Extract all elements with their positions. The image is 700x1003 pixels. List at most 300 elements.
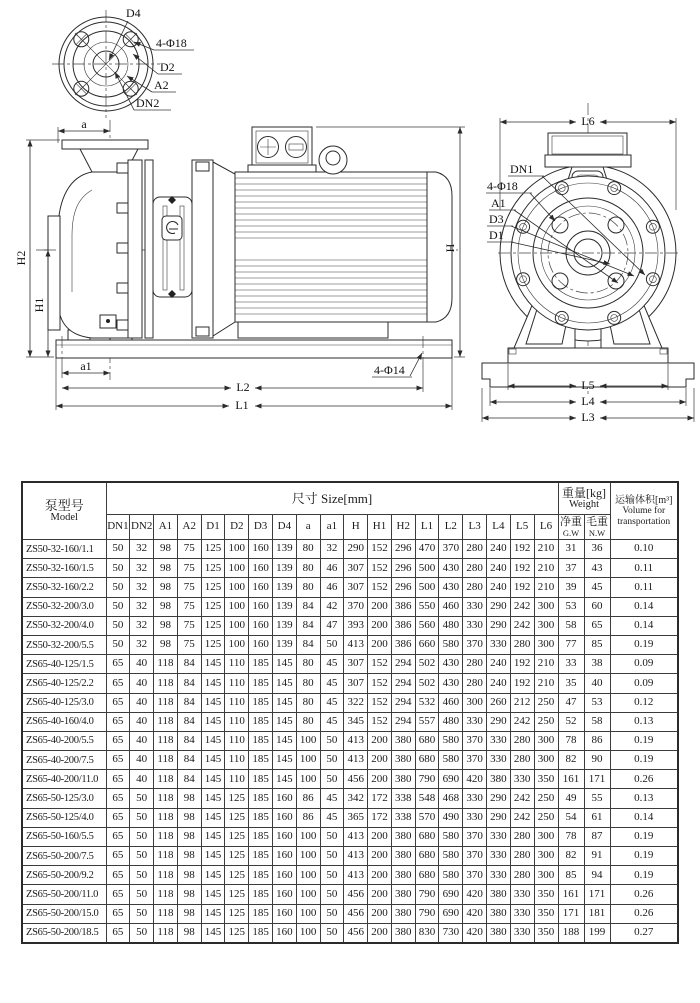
value-cell: 380 bbox=[391, 847, 415, 866]
table-row bbox=[22, 923, 678, 943]
value-cell: 125 bbox=[225, 808, 249, 827]
value-cell: 100 bbox=[225, 635, 249, 654]
value-cell: 75 bbox=[177, 559, 201, 578]
value-cell: 580 bbox=[439, 731, 463, 750]
value-cell: 125 bbox=[225, 904, 249, 923]
dim-label-d4: D4 bbox=[126, 6, 141, 20]
value-cell: 680 bbox=[415, 827, 439, 846]
value-cell: 125 bbox=[201, 578, 225, 597]
value-cell: 290 bbox=[344, 540, 368, 559]
model-cell: ZS65-40-200/5.5 bbox=[22, 731, 106, 750]
value-cell: 460 bbox=[439, 693, 463, 712]
value-cell: 118 bbox=[154, 923, 178, 943]
model-cell: ZS65-50-200/9.2 bbox=[22, 866, 106, 885]
column-header-h2: H2 bbox=[391, 515, 415, 540]
value-cell: 330 bbox=[487, 751, 511, 770]
value-cell: 110 bbox=[225, 770, 249, 789]
value-cell: 160 bbox=[249, 540, 273, 559]
value-cell: 37 bbox=[558, 559, 584, 578]
value-cell: 0.11 bbox=[610, 578, 678, 597]
value-cell: 380 bbox=[487, 770, 511, 789]
value-cell: 50 bbox=[130, 923, 154, 943]
bearing-bracket bbox=[153, 197, 192, 297]
value-cell: 240 bbox=[487, 655, 511, 674]
value-cell: 65 bbox=[584, 616, 610, 635]
value-cell: 294 bbox=[391, 693, 415, 712]
value-cell: 185 bbox=[249, 655, 273, 674]
value-cell: 345 bbox=[344, 712, 368, 731]
value-cell: 192 bbox=[510, 540, 534, 559]
value-cell: 98 bbox=[177, 866, 201, 885]
value-cell: 350 bbox=[534, 885, 558, 904]
column-header-volume: 运输体积[m³] Volume for transportation bbox=[610, 482, 678, 540]
value-cell: 139 bbox=[272, 578, 296, 597]
value-cell: 380 bbox=[391, 751, 415, 770]
value-cell: 240 bbox=[487, 674, 511, 693]
value-cell: 430 bbox=[439, 559, 463, 578]
value-cell: 550 bbox=[415, 597, 439, 616]
table-row bbox=[22, 655, 678, 674]
value-cell: 145 bbox=[201, 808, 225, 827]
value-cell: 145 bbox=[272, 751, 296, 770]
value-cell: 330 bbox=[463, 616, 487, 635]
model-cell: ZS65-50-200/7.5 bbox=[22, 847, 106, 866]
value-cell: 380 bbox=[391, 866, 415, 885]
column-header-h1: H1 bbox=[368, 515, 392, 540]
value-cell: 84 bbox=[177, 655, 201, 674]
value-cell: 32 bbox=[130, 635, 154, 654]
value-cell: 680 bbox=[415, 731, 439, 750]
value-cell: 50 bbox=[320, 866, 344, 885]
value-cell: 50 bbox=[320, 923, 344, 943]
value-cell: 330 bbox=[510, 904, 534, 923]
side-view-drawing bbox=[14, 117, 465, 412]
value-cell: 45 bbox=[320, 712, 344, 731]
column-header-a1: a1 bbox=[320, 515, 344, 540]
value-cell: 45 bbox=[320, 808, 344, 827]
value-cell: 280 bbox=[510, 847, 534, 866]
value-cell: 690 bbox=[439, 904, 463, 923]
value-cell: 330 bbox=[487, 827, 511, 846]
value-cell: 100 bbox=[225, 578, 249, 597]
value-cell: 580 bbox=[439, 635, 463, 654]
value-cell: 242 bbox=[510, 616, 534, 635]
value-cell: 456 bbox=[344, 885, 368, 904]
dim-label-dn2: DN2 bbox=[136, 96, 160, 110]
value-cell: 85 bbox=[558, 866, 584, 885]
value-cell: 145 bbox=[201, 712, 225, 731]
value-cell: 139 bbox=[272, 616, 296, 635]
value-cell: 145 bbox=[201, 904, 225, 923]
value-cell: 82 bbox=[558, 847, 584, 866]
table-row bbox=[22, 616, 678, 635]
value-cell: 125 bbox=[225, 923, 249, 943]
value-cell: 290 bbox=[487, 616, 511, 635]
value-cell: 460 bbox=[439, 597, 463, 616]
value-cell: 307 bbox=[344, 578, 368, 597]
value-cell: 98 bbox=[154, 635, 178, 654]
column-header-d2: D2 bbox=[225, 515, 249, 540]
value-cell: 100 bbox=[296, 923, 320, 943]
value-cell: 145 bbox=[201, 923, 225, 943]
value-cell: 118 bbox=[154, 731, 178, 750]
table-row bbox=[22, 731, 678, 750]
dim-label-h: H bbox=[443, 243, 457, 253]
value-cell: 47 bbox=[320, 616, 344, 635]
value-cell: 200 bbox=[368, 904, 392, 923]
model-cell: ZS50-32-200/5.5 bbox=[22, 635, 106, 654]
value-cell: 60 bbox=[584, 597, 610, 616]
table-row bbox=[22, 597, 678, 616]
value-cell: 65 bbox=[106, 808, 130, 827]
value-cell: 49 bbox=[558, 789, 584, 808]
value-cell: 40 bbox=[130, 655, 154, 674]
value-cell: 65 bbox=[106, 827, 130, 846]
value-cell: 98 bbox=[154, 578, 178, 597]
value-cell: 84 bbox=[177, 751, 201, 770]
value-cell: 65 bbox=[106, 731, 130, 750]
value-cell: 322 bbox=[344, 693, 368, 712]
value-cell: 171 bbox=[584, 770, 610, 789]
value-cell: 0.14 bbox=[610, 616, 678, 635]
value-cell: 145 bbox=[201, 731, 225, 750]
value-cell: 199 bbox=[584, 923, 610, 943]
value-cell: 300 bbox=[534, 751, 558, 770]
value-cell: 40 bbox=[584, 674, 610, 693]
value-cell: 53 bbox=[558, 597, 584, 616]
table-row bbox=[22, 808, 678, 827]
value-cell: 370 bbox=[463, 751, 487, 770]
value-cell: 210 bbox=[534, 540, 558, 559]
value-cell: 370 bbox=[439, 540, 463, 559]
value-cell: 185 bbox=[249, 789, 273, 808]
value-cell: 690 bbox=[439, 770, 463, 789]
value-cell: 42 bbox=[320, 597, 344, 616]
value-cell: 125 bbox=[225, 866, 249, 885]
value-cell: 40 bbox=[130, 731, 154, 750]
value-cell: 790 bbox=[415, 770, 439, 789]
value-cell: 430 bbox=[439, 674, 463, 693]
column-header-dn1: DN1 bbox=[106, 515, 130, 540]
value-cell: 160 bbox=[272, 885, 296, 904]
dim-label-flange-holes: 4-Φ18 bbox=[156, 36, 187, 50]
value-cell: 125 bbox=[225, 789, 249, 808]
value-cell: 50 bbox=[320, 827, 344, 846]
table-row bbox=[22, 540, 678, 559]
value-cell: 171 bbox=[584, 885, 610, 904]
value-cell: 85 bbox=[584, 635, 610, 654]
flange-view-drawing bbox=[52, 6, 194, 118]
value-cell: 50 bbox=[320, 885, 344, 904]
value-cell: 80 bbox=[296, 540, 320, 559]
value-cell: 420 bbox=[463, 770, 487, 789]
value-cell: 280 bbox=[510, 635, 534, 654]
value-cell: 500 bbox=[415, 578, 439, 597]
value-cell: 118 bbox=[154, 827, 178, 846]
technical-drawings bbox=[0, 0, 700, 470]
value-cell: 240 bbox=[487, 540, 511, 559]
value-cell: 468 bbox=[439, 789, 463, 808]
pedestal bbox=[508, 348, 668, 363]
value-cell: 65 bbox=[106, 751, 130, 770]
value-cell: 100 bbox=[296, 770, 320, 789]
value-cell: 386 bbox=[391, 616, 415, 635]
value-cell: 185 bbox=[249, 712, 273, 731]
value-cell: 98 bbox=[177, 808, 201, 827]
value-cell: 80 bbox=[296, 578, 320, 597]
value-cell: 100 bbox=[296, 731, 320, 750]
value-cell: 296 bbox=[391, 540, 415, 559]
value-cell: 160 bbox=[272, 904, 296, 923]
value-cell: 580 bbox=[439, 847, 463, 866]
value-cell: 0.19 bbox=[610, 635, 678, 654]
value-cell: 65 bbox=[106, 770, 130, 789]
value-cell: 160 bbox=[249, 559, 273, 578]
value-cell: 50 bbox=[130, 885, 154, 904]
value-cell: 330 bbox=[510, 885, 534, 904]
value-cell: 456 bbox=[344, 923, 368, 943]
value-cell: 50 bbox=[130, 789, 154, 808]
value-cell: 200 bbox=[368, 597, 392, 616]
value-cell: 40 bbox=[130, 693, 154, 712]
value-cell: 380 bbox=[391, 770, 415, 789]
value-cell: 40 bbox=[130, 751, 154, 770]
value-cell: 53 bbox=[584, 693, 610, 712]
value-cell: 300 bbox=[534, 731, 558, 750]
value-cell: 118 bbox=[154, 866, 178, 885]
column-header-a: a bbox=[296, 515, 320, 540]
value-cell: 185 bbox=[249, 827, 273, 846]
value-cell: 280 bbox=[510, 751, 534, 770]
value-cell: 125 bbox=[225, 847, 249, 866]
value-cell: 50 bbox=[130, 808, 154, 827]
value-cell: 110 bbox=[225, 655, 249, 674]
value-cell: 125 bbox=[201, 635, 225, 654]
value-cell: 118 bbox=[154, 885, 178, 904]
value-cell: 98 bbox=[177, 904, 201, 923]
value-cell: 294 bbox=[391, 674, 415, 693]
value-cell: 75 bbox=[177, 540, 201, 559]
value-cell: 200 bbox=[368, 827, 392, 846]
value-cell: 125 bbox=[225, 885, 249, 904]
model-cell: ZS50-32-200/4.0 bbox=[22, 616, 106, 635]
value-cell: 46 bbox=[320, 578, 344, 597]
value-cell: 830 bbox=[415, 923, 439, 943]
table-row bbox=[22, 827, 678, 846]
value-cell: 280 bbox=[463, 674, 487, 693]
value-cell: 98 bbox=[177, 885, 201, 904]
value-cell: 152 bbox=[368, 655, 392, 674]
value-cell: 78 bbox=[558, 827, 584, 846]
value-cell: 160 bbox=[272, 827, 296, 846]
value-cell: 50 bbox=[130, 827, 154, 846]
value-cell: 185 bbox=[249, 808, 273, 827]
value-cell: 0.14 bbox=[610, 597, 678, 616]
value-cell: 502 bbox=[415, 655, 439, 674]
model-cell: ZS50-32-160/2.2 bbox=[22, 578, 106, 597]
value-cell: 80 bbox=[296, 559, 320, 578]
value-cell: 790 bbox=[415, 885, 439, 904]
value-cell: 294 bbox=[391, 655, 415, 674]
value-cell: 730 bbox=[439, 923, 463, 943]
value-cell: 188 bbox=[558, 923, 584, 943]
model-cell: ZS65-40-200/11.0 bbox=[22, 770, 106, 789]
value-cell: 185 bbox=[249, 885, 273, 904]
column-header-dn2: DN2 bbox=[130, 515, 154, 540]
value-cell: 0.11 bbox=[610, 559, 678, 578]
value-cell: 139 bbox=[272, 635, 296, 654]
value-cell: 32 bbox=[130, 616, 154, 635]
value-cell: 50 bbox=[106, 559, 130, 578]
value-cell: 172 bbox=[368, 789, 392, 808]
value-cell: 370 bbox=[463, 866, 487, 885]
value-cell: 185 bbox=[249, 847, 273, 866]
value-cell: 330 bbox=[487, 635, 511, 654]
value-cell: 660 bbox=[415, 635, 439, 654]
value-cell: 32 bbox=[130, 578, 154, 597]
value-cell: 570 bbox=[415, 808, 439, 827]
value-cell: 91 bbox=[584, 847, 610, 866]
value-cell: 200 bbox=[368, 616, 392, 635]
value-cell: 84 bbox=[296, 616, 320, 635]
value-cell: 125 bbox=[225, 827, 249, 846]
value-cell: 200 bbox=[368, 770, 392, 789]
value-cell: 260 bbox=[487, 693, 511, 712]
value-cell: 330 bbox=[487, 847, 511, 866]
value-cell: 330 bbox=[463, 808, 487, 827]
value-cell: 145 bbox=[201, 789, 225, 808]
value-cell: 290 bbox=[487, 597, 511, 616]
value-cell: 0.12 bbox=[610, 693, 678, 712]
value-cell: 560 bbox=[415, 616, 439, 635]
value-cell: 185 bbox=[249, 731, 273, 750]
value-cell: 50 bbox=[320, 770, 344, 789]
base-plate bbox=[56, 340, 452, 358]
value-cell: 490 bbox=[439, 808, 463, 827]
value-cell: 100 bbox=[296, 751, 320, 770]
value-cell: 413 bbox=[344, 635, 368, 654]
dim-label-d1: D1 bbox=[489, 228, 504, 242]
column-header-model: 泵型号 Model bbox=[22, 482, 106, 540]
value-cell: 300 bbox=[534, 866, 558, 885]
value-cell: 145 bbox=[201, 885, 225, 904]
value-cell: 160 bbox=[249, 635, 273, 654]
value-cell: 84 bbox=[177, 770, 201, 789]
value-cell: 139 bbox=[272, 559, 296, 578]
value-cell: 145 bbox=[201, 674, 225, 693]
value-cell: 790 bbox=[415, 904, 439, 923]
value-cell: 0.19 bbox=[610, 866, 678, 885]
value-cell: 0.09 bbox=[610, 674, 678, 693]
value-cell: 330 bbox=[463, 789, 487, 808]
value-cell: 242 bbox=[510, 789, 534, 808]
value-cell: 500 bbox=[415, 559, 439, 578]
value-cell: 86 bbox=[296, 789, 320, 808]
value-cell: 240 bbox=[487, 578, 511, 597]
value-cell: 35 bbox=[558, 674, 584, 693]
value-cell: 145 bbox=[272, 693, 296, 712]
model-cell: ZS65-40-125/1.5 bbox=[22, 655, 106, 674]
value-cell: 110 bbox=[225, 674, 249, 693]
value-cell: 87 bbox=[584, 827, 610, 846]
value-cell: 78 bbox=[558, 731, 584, 750]
model-cell: ZS65-50-125/4.0 bbox=[22, 808, 106, 827]
value-cell: 84 bbox=[296, 597, 320, 616]
value-cell: 84 bbox=[177, 712, 201, 731]
value-cell: 456 bbox=[344, 770, 368, 789]
value-cell: 456 bbox=[344, 904, 368, 923]
value-cell: 290 bbox=[487, 712, 511, 731]
value-cell: 65 bbox=[106, 655, 130, 674]
column-header-l2: L2 bbox=[439, 515, 463, 540]
value-cell: 86 bbox=[296, 808, 320, 827]
value-cell: 548 bbox=[415, 789, 439, 808]
column-header-size: 尺寸 Size[mm] bbox=[106, 482, 558, 515]
value-cell: 160 bbox=[272, 808, 296, 827]
value-cell: 152 bbox=[368, 712, 392, 731]
dim-label-a: a bbox=[81, 117, 87, 131]
column-header-gw: 净重 G.W bbox=[560, 515, 582, 538]
value-cell: 46 bbox=[320, 559, 344, 578]
value-cell: 75 bbox=[177, 616, 201, 635]
table-row bbox=[22, 712, 678, 731]
dim-label-l4: L4 bbox=[581, 394, 595, 408]
value-cell: 192 bbox=[510, 578, 534, 597]
value-cell: 307 bbox=[344, 655, 368, 674]
value-cell: 330 bbox=[510, 923, 534, 943]
table-row bbox=[22, 904, 678, 923]
value-cell: 84 bbox=[177, 693, 201, 712]
value-cell: 100 bbox=[225, 540, 249, 559]
dim-label-l5: L5 bbox=[581, 378, 595, 392]
value-cell: 380 bbox=[391, 731, 415, 750]
value-cell: 338 bbox=[391, 789, 415, 808]
value-cell: 338 bbox=[391, 808, 415, 827]
value-cell: 185 bbox=[249, 866, 273, 885]
value-cell: 280 bbox=[463, 559, 487, 578]
model-cell: ZS50-32-200/3.0 bbox=[22, 597, 106, 616]
dim-label-dn1: DN1 bbox=[510, 162, 534, 176]
value-cell: 532 bbox=[415, 693, 439, 712]
value-cell: 380 bbox=[391, 885, 415, 904]
value-cell: 94 bbox=[584, 866, 610, 885]
value-cell: 90 bbox=[584, 751, 610, 770]
value-cell: 0.19 bbox=[610, 847, 678, 866]
value-cell: 430 bbox=[439, 655, 463, 674]
column-header-l6: L6 bbox=[534, 515, 558, 540]
value-cell: 240 bbox=[487, 559, 511, 578]
value-cell: 200 bbox=[368, 885, 392, 904]
value-cell: 152 bbox=[368, 540, 392, 559]
value-cell: 100 bbox=[296, 866, 320, 885]
value-cell: 185 bbox=[249, 693, 273, 712]
value-cell: 84 bbox=[177, 674, 201, 693]
value-cell: 280 bbox=[463, 655, 487, 674]
model-cell: ZS65-40-200/7.5 bbox=[22, 751, 106, 770]
value-cell: 118 bbox=[154, 712, 178, 731]
value-cell: 31 bbox=[558, 540, 584, 559]
value-cell: 86 bbox=[584, 731, 610, 750]
value-cell: 0.13 bbox=[610, 789, 678, 808]
value-cell: 118 bbox=[154, 770, 178, 789]
value-cell: 380 bbox=[391, 827, 415, 846]
value-cell: 152 bbox=[368, 578, 392, 597]
value-cell: 118 bbox=[154, 789, 178, 808]
value-cell: 43 bbox=[584, 559, 610, 578]
value-cell: 145 bbox=[201, 847, 225, 866]
value-cell: 185 bbox=[249, 674, 273, 693]
value-cell: 413 bbox=[344, 751, 368, 770]
